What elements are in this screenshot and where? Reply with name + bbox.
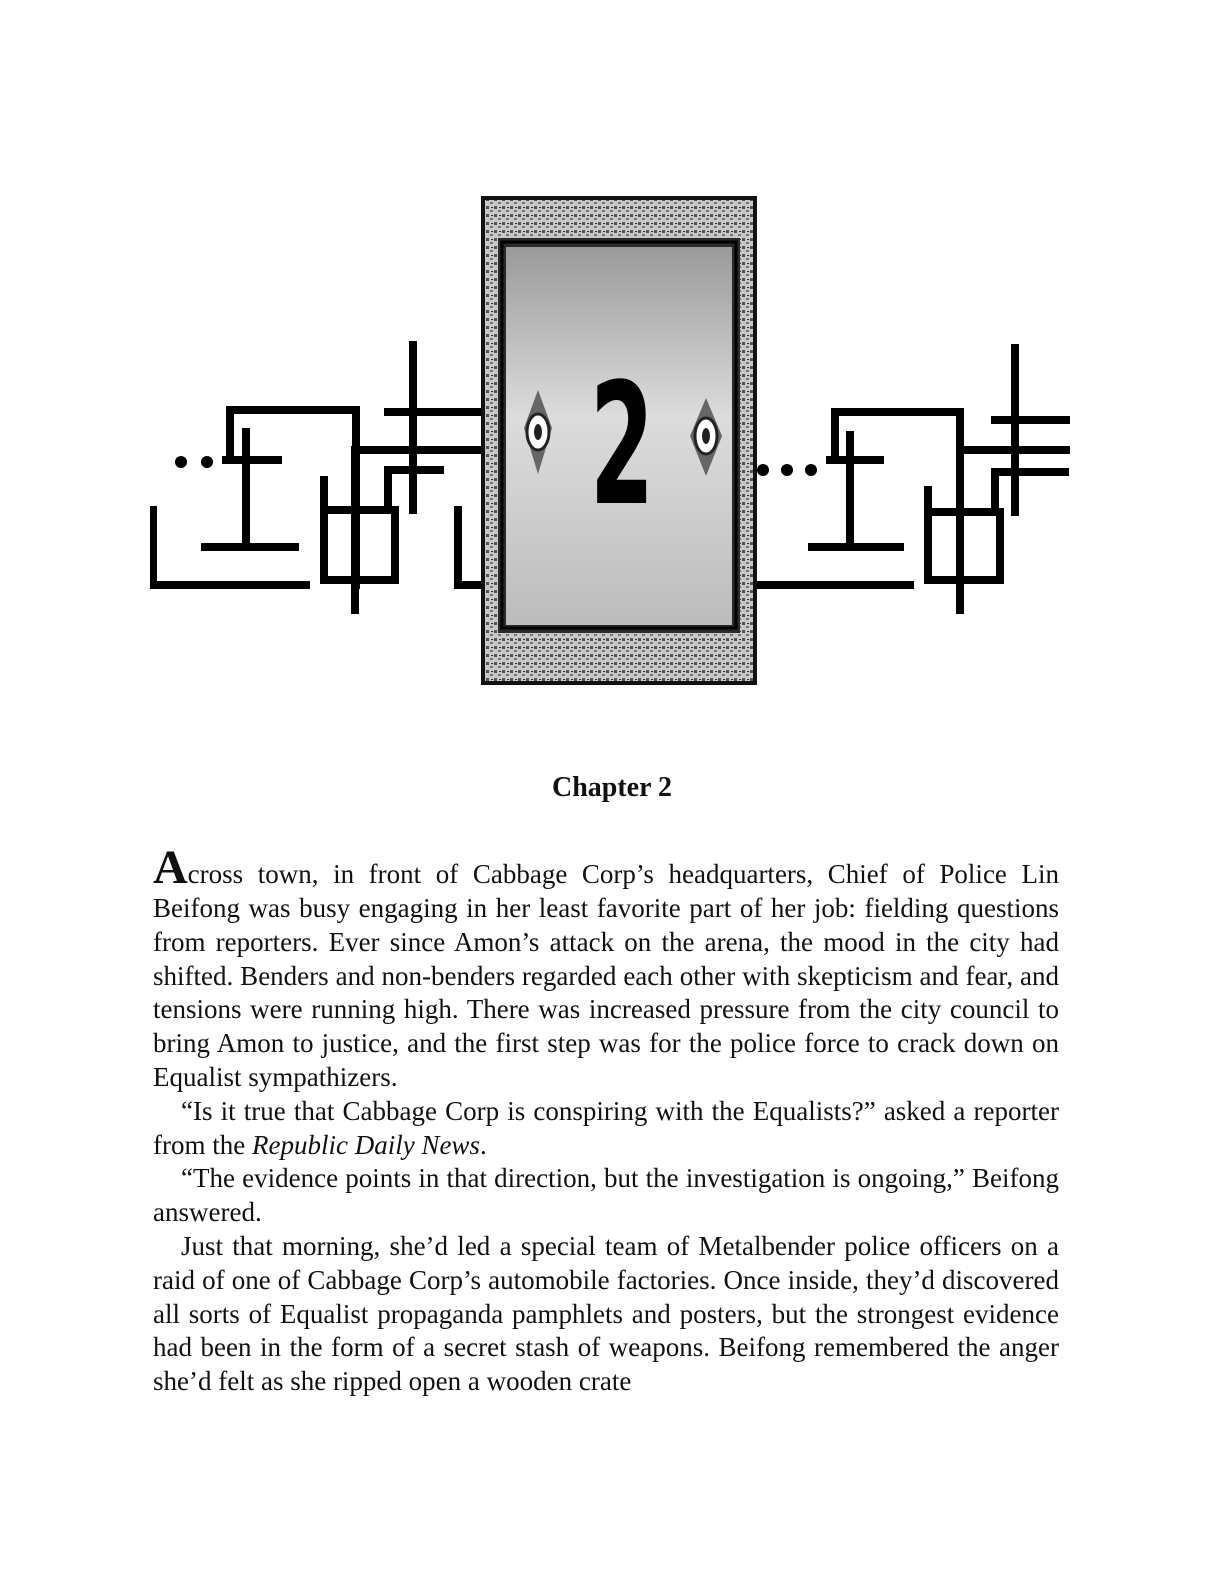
chapter-body <box>153 841 1059 1399</box>
paragraph-1 <box>153 841 1059 1095</box>
right-meander-ornament <box>757 348 1068 610</box>
left-meander-ornament <box>153 345 491 610</box>
paragraph-4 <box>153 1230 1059 1399</box>
paragraph-text: cross town, in front of Cabbage Corp’s headquarters, Chief of Police Lin Beifong was busy engaging in her least favorite part of her job: fielding questions from reporters. Ever since Amon’s attack on the arena, the mood in the city had shifted. Benders and non-benders regarded each other with skepticism and fear, and tensions were running high. There was increased pressure from the city council to bring Amon to justice, and the first step was for the police force to crack down on Equalist sympathizers. <box>153 859 1059 1092</box>
chapter-number: 2 <box>589 346 655 543</box>
paragraph-text: “Is it true that Cabbage Corp is conspiring with the Equalists?” asked a reporter from the <box>153 1095 1059 1160</box>
newspaper-title: Republic Daily News <box>251 1129 480 1160</box>
paragraph-2 <box>153 1095 1059 1163</box>
drop-cap: A <box>153 841 188 894</box>
chapter-title: Chapter 2 <box>551 772 673 803</box>
paragraph-text: “The evidence points in that direction, but the investigation is ongoing,” Beifong answered. <box>153 1163 1059 1228</box>
paragraph-text: Just that morning, she’d led a special team of Metalbender police officers on a raid of one of Cabbage Corp’s automobile factories. Once inside, they’d discovered all sorts of Equalist propaganda pamphlets and posters, but the strongest evidence had been in the form of a secret stash of weapons. Beifong remembered the anger she’d felt as she ripped open a wooden crate <box>153 1230 1059 1397</box>
number-panel <box>483 198 755 683</box>
chapter-ornament <box>150 190 1070 690</box>
paragraph-text: . <box>479 1129 487 1160</box>
paragraph-3 <box>153 1162 1059 1230</box>
